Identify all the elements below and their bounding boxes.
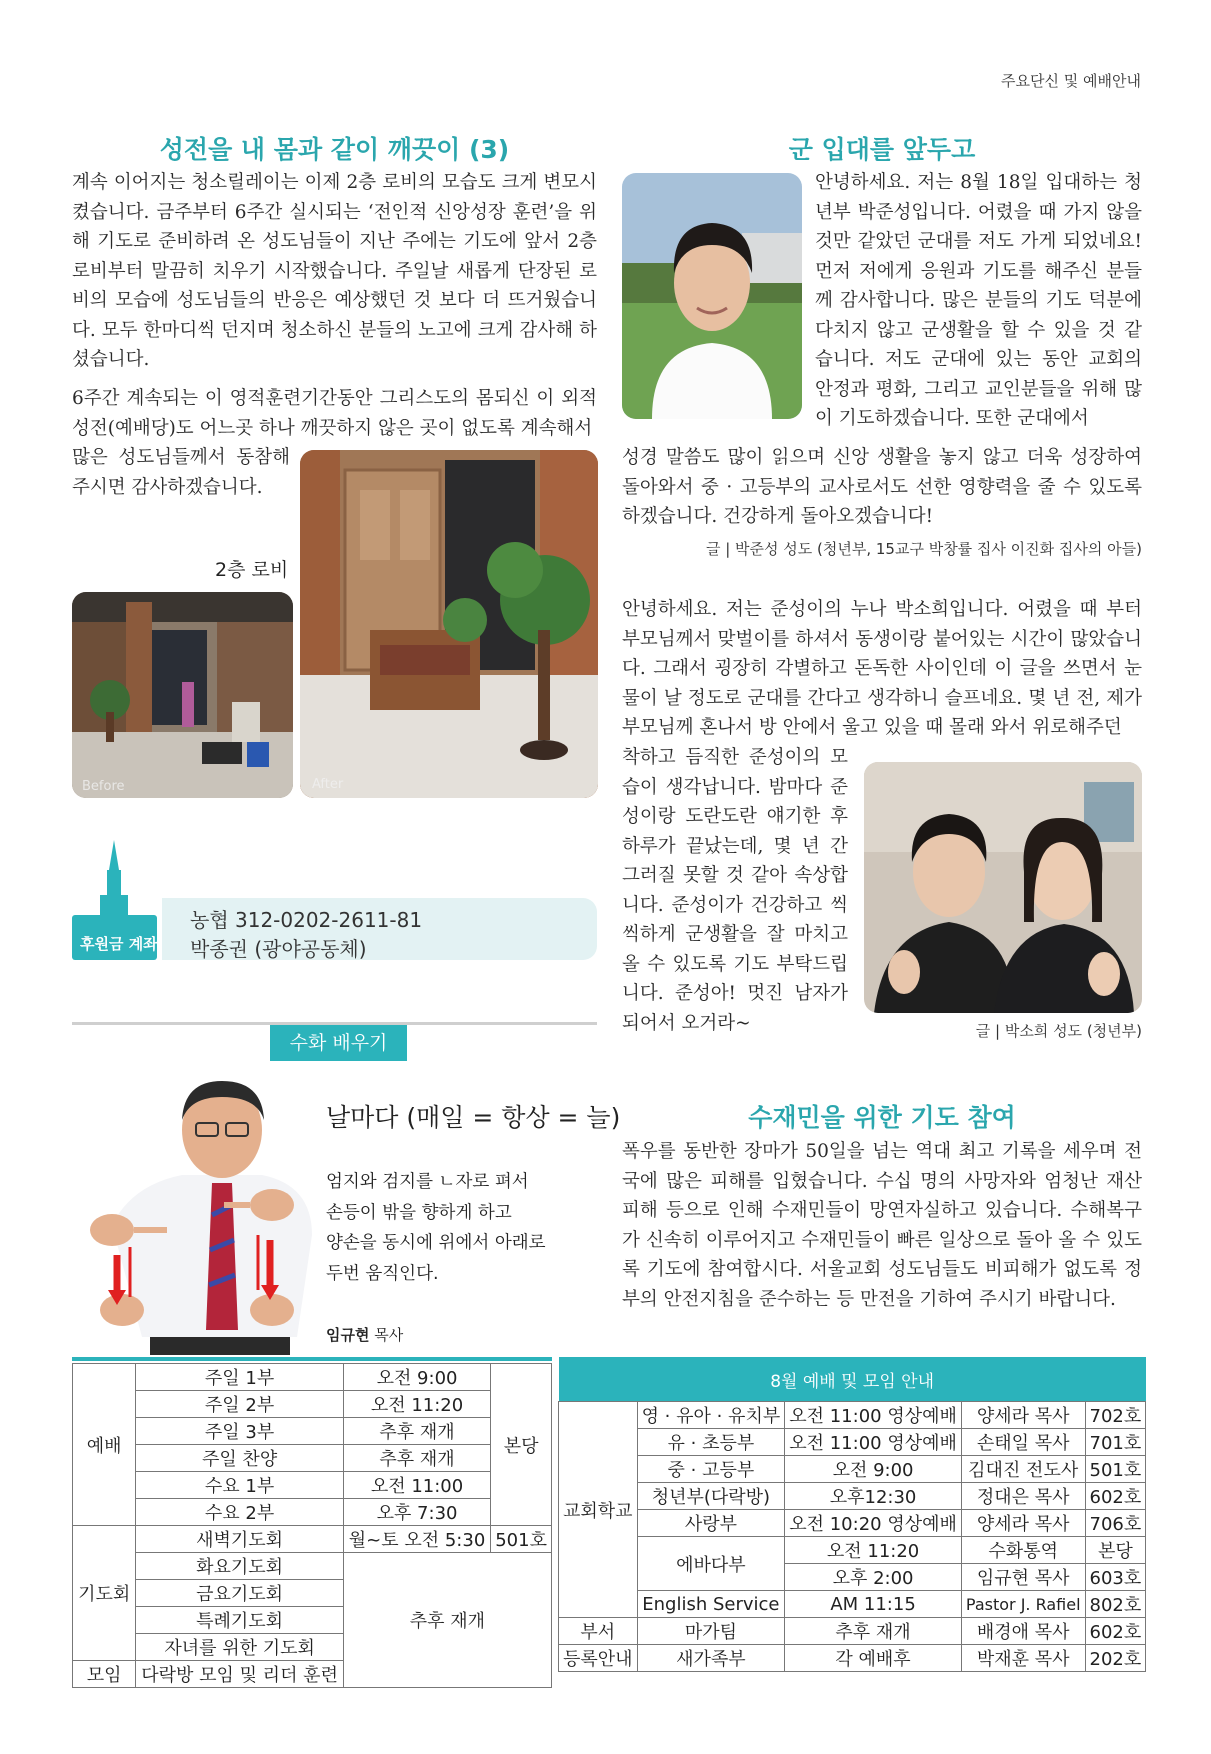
sister-intro-text: 안녕하세요. 저는 준성이의 누나 박소희입니다. 어렸을 때 부터 부모님께서 맞벌이를 하셔서 동생이랑 붙어있는 시간이 많았습니다. 그래서 굉장히 각별하고 돈독한 사이인데 이 글을 쓰면서 눈물이 날 정도로 군대를 간다고 생각하니 슬프네요. 몇 년 전, 제가 부모님께 혼나서 방 안에서 울고 있을 때 몰래 와서 위로해주던: [622, 599, 1142, 738]
sign-step-1: 엄지와 검지를 ㄴ자로 펴서: [326, 1172, 529, 1192]
donation-box: [72, 840, 597, 960]
siblings-photo: [864, 762, 1142, 1013]
service-time: 오전 9:00: [343, 1364, 490, 1391]
meeting-name: 다락방 모임 및 리더 훈련: [136, 1661, 343, 1688]
sign-author-title: 목사: [369, 1326, 404, 1344]
service-time: 추후 재개: [343, 1418, 490, 1445]
dept-name: English Service: [637, 1591, 785, 1618]
table-row: [73, 1553, 552, 1580]
army-title: 군 입대를 앞두고: [788, 135, 976, 164]
service-name: 주일 2부: [136, 1391, 343, 1418]
service-time: 오후 7:30: [343, 1499, 490, 1526]
dept-name: 에바다부: [637, 1537, 785, 1591]
schedule-title: 8월 예배 및 모임 안내: [559, 1357, 1146, 1402]
dept-pastor: 임규현 목사: [961, 1564, 1085, 1591]
prayer-room: 501호: [491, 1526, 552, 1553]
schedule-top-bar: [72, 1357, 552, 1361]
table-row: [559, 1456, 1146, 1483]
dept-name: 영 · 유아 · 유치부: [637, 1402, 785, 1429]
dept-name: 마가팀: [637, 1618, 785, 1645]
worship-table: [72, 1363, 552, 1688]
service-name: 수요 2부: [136, 1499, 343, 1526]
table-row: [559, 1483, 1146, 1510]
dept-time: 오전 11:00 영상예배: [785, 1429, 962, 1456]
table-row: [559, 1645, 1146, 1672]
group-dept: 부서: [559, 1618, 638, 1645]
pastor-photo: [72, 1075, 312, 1355]
dept-time: 오전 11:20: [785, 1537, 962, 1564]
service-name: 주일 찬양: [136, 1445, 343, 1472]
flood-text: 폭우를 동반한 장마가 50일을 넘는 역대 최고 기록을 세우며 전국에 많은 피해를 입혔습니다. 수십 명의 사망자와 엄청난 재산 피해 등으로 인해 수재민들이 망연자실하고 있습니다. 수해복구가 신속히 이루어지고 수재민들이 빠른 일상으로 돌아 올 수 있도록 기도에 참여합시다. 서울교회 성도님들도 비피해가 없도록 정부의 안전지침을 준수하는 등 만전을 기하여 주시기 바랍니다.: [622, 1141, 1142, 1310]
prayer-name: 특례기도회: [136, 1607, 343, 1634]
table-row: [73, 1445, 552, 1472]
sign-author-name: 임규현: [326, 1326, 370, 1344]
dept-room: 501호: [1085, 1456, 1146, 1483]
table-row: [559, 1402, 1146, 1429]
donation-label: 후원금 계좌: [80, 935, 158, 953]
group-prayer: 기도회: [73, 1526, 136, 1661]
donation-account: 농협 312-0202-2611-81: [190, 908, 423, 932]
dept-room: 202호: [1085, 1645, 1146, 1672]
dept-room: 602호: [1085, 1483, 1146, 1510]
dept-room: 본당: [1085, 1537, 1146, 1564]
dept-room: 706호: [1085, 1510, 1146, 1537]
dept-room: 802호: [1085, 1591, 1146, 1618]
table-row: [73, 1418, 552, 1445]
table-row: [559, 1537, 1146, 1564]
table-row: [559, 1591, 1146, 1618]
dept-pastor: 수화통역: [961, 1537, 1085, 1564]
dept-pastor: 김대진 전도사: [961, 1456, 1085, 1483]
dept-time: 오전 9:00: [785, 1456, 962, 1483]
sign-step-3: 양손을 동시에 위에서 아래로: [326, 1233, 546, 1253]
table-row: [73, 1391, 552, 1418]
donation-holder: 박종권 (광야공동체): [190, 937, 367, 961]
dept-pastor: 양세라 목사: [961, 1510, 1085, 1537]
dept-room: 702호: [1085, 1402, 1146, 1429]
dept-room: 701호: [1085, 1429, 1146, 1456]
army-intro-text: 안녕하세요. 저는 8월 18일 입대하는 청년부 박준성입니다. 어렸을 때 가지 않을 것만 같았던 군대를 저도 가게 되었네요! 먼저 저에게 응원과 기도를 해주신 분들께 감사합니다. 많은 분들의 기도 덕분에 다치지 않고 군생활을 할 수 있을 것 같습니다. 저도 군대에 있는 동안 교회의 안정과 평화, 그리고 교인분들을 위해 많이 기도하겠습니다. 또한 군대에서: [815, 172, 1142, 429]
photo-caption: 2층 로비: [215, 559, 289, 581]
army-byline: 글 | 박준성 성도 (청년부, 15교구 박창률 집사 이진화 집사의 아들): [705, 540, 1142, 558]
sign-step-4: 두번 움직인다.: [326, 1263, 439, 1284]
junseong-photo: [622, 173, 802, 419]
sign-step-2: 손등이 밖을 향하게 하고: [326, 1202, 512, 1223]
prayer-name: 자녀를 위한 기도회: [136, 1634, 343, 1661]
dept-time: 오전 10:20 영상예배: [785, 1510, 962, 1537]
prayer-name: 화요기도회: [136, 1553, 343, 1580]
dept-time: 오전 11:00 영상예배: [785, 1402, 962, 1429]
army-closing-text: 성경 말씀도 많이 읽으며 신앙 생활을 놓지 않고 더욱 성장하여 돌아와서 중 · 고등부의 교사로서도 선한 영향력을 줄 수 있도록 하겠습니다. 건강하게 돌아오겠습니다!: [622, 447, 1142, 527]
dept-name: 중 · 고등부: [637, 1456, 785, 1483]
clean-paragraph-2: 6주간 계속되는 이 영적훈련기간동안 그리스도의 몸되신 이 외적 성전(예배당)도 어느곳 하나 깨끗하지 않은 곳이 없도록 계속해서: [72, 388, 597, 439]
table-row: [559, 1510, 1146, 1537]
table-row: [73, 1364, 552, 1391]
dept-pastor: 손태일 목사: [961, 1429, 1085, 1456]
group-meeting: 모임: [73, 1661, 136, 1688]
table-row: [73, 1526, 552, 1553]
group-registration: 등록안내: [559, 1645, 638, 1672]
after-label: After: [312, 777, 344, 792]
sign-language-tab: 수화 배우기: [270, 1025, 407, 1061]
august-schedule-table: [558, 1357, 1146, 1672]
sign-description: [326, 1167, 546, 1289]
service-place: 본당: [491, 1364, 552, 1526]
clean-paragraph-3: 많은 성도님들께서 동참해 주시면 감사하겠습니다.: [72, 447, 290, 498]
group-worship: 예배: [73, 1364, 136, 1526]
table-row: [559, 1618, 1146, 1645]
prayer-time: 월~토 오전 5:30: [343, 1526, 490, 1553]
flood-title: 수재민을 위한 기도 참여: [748, 1103, 1016, 1132]
dept-time: 오후12:30: [785, 1483, 962, 1510]
service-time: 오전 11:20: [343, 1391, 490, 1418]
table-row: [559, 1429, 1146, 1456]
service-name: 수요 1부: [136, 1472, 343, 1499]
dept-pastor: 박재훈 목사: [961, 1645, 1085, 1672]
after-photo: [300, 450, 598, 798]
service-time: 오전 11:00: [343, 1472, 490, 1499]
dept-pastor: 정대은 목사: [961, 1483, 1085, 1510]
dept-time: 각 예배후: [785, 1645, 962, 1672]
prayer-status: 추후 재개: [343, 1553, 551, 1688]
clean-paragraph-1: 계속 이어지는 청소릴레이는 이제 2층 로비의 모습도 크게 변모시켰습니다. 금주부터 6주간 실시되는 ‘전인적 신앙성장 훈련’을 위해 기도로 준비하려 온 성도님들이 지난 주에는 기도에 앞서 2층 로비부터 말끔히 치우기 시작했습니다. 주일날 새롭게 단장된 로비의 모습에 성도님들의 반응은 예상했던 것 보다 더 뜨거웠습니다. 모두 한마디씩 던지며 청소하신 분들의 노고에 크게 감사해 하셨습니다.: [72, 172, 597, 370]
sign-author: [326, 1324, 403, 1345]
sister-byline: 글 | 박소희 성도 (청년부): [975, 1022, 1142, 1040]
sign-word: 날마다 (매일 = 항상 = 늘): [326, 1103, 621, 1132]
prayer-name: 금요기도회: [136, 1580, 343, 1607]
section-header: 주요단신 및 예배안내: [1001, 72, 1141, 90]
before-label: Before: [82, 779, 125, 794]
dept-pastor: Pastor J. Rafiel: [961, 1591, 1085, 1618]
dept-room: 602호: [1085, 1618, 1146, 1645]
dept-time: 추후 재개: [785, 1618, 962, 1645]
dept-name: 청년부(다락방): [637, 1483, 785, 1510]
dept-name: 유 · 초등부: [637, 1429, 785, 1456]
dept-name: 사랑부: [637, 1510, 785, 1537]
service-name: 주일 1부: [136, 1364, 343, 1391]
dept-room: 603호: [1085, 1564, 1146, 1591]
service-time: 추후 재개: [343, 1445, 490, 1472]
table-row: [73, 1472, 552, 1499]
prayer-name: 새벽기도회: [136, 1526, 343, 1553]
dept-pastor: 배경애 목사: [961, 1618, 1085, 1645]
before-photo: [72, 592, 293, 798]
table-row: [73, 1499, 552, 1526]
service-name: 주일 3부: [136, 1418, 343, 1445]
group-school: 교회학교: [559, 1402, 638, 1618]
dept-pastor: 양세라 목사: [961, 1402, 1085, 1429]
dept-name: 새가족부: [637, 1645, 785, 1672]
clean-title: 성전을 내 몸과 같이 깨끗이 (3): [159, 135, 510, 164]
sister-closing-text: 착하고 듬직한 준성이의 모습이 생각납니다. 밤마다 준성이랑 도란도란 얘기한 후 하루가 끝났는데, 몇 년 간 그러질 못할 것 같아 속상합니다. 준성이가 건강하고 씩씩하게 군생활을 잘 마치고 올 수 있도록 기도 부탁드립니다. 준성아! 멋진 남자가 되어서 오거라~: [622, 747, 848, 1034]
dept-time: 오후 2:00: [785, 1564, 962, 1591]
dept-time: AM 11:15: [785, 1591, 962, 1618]
